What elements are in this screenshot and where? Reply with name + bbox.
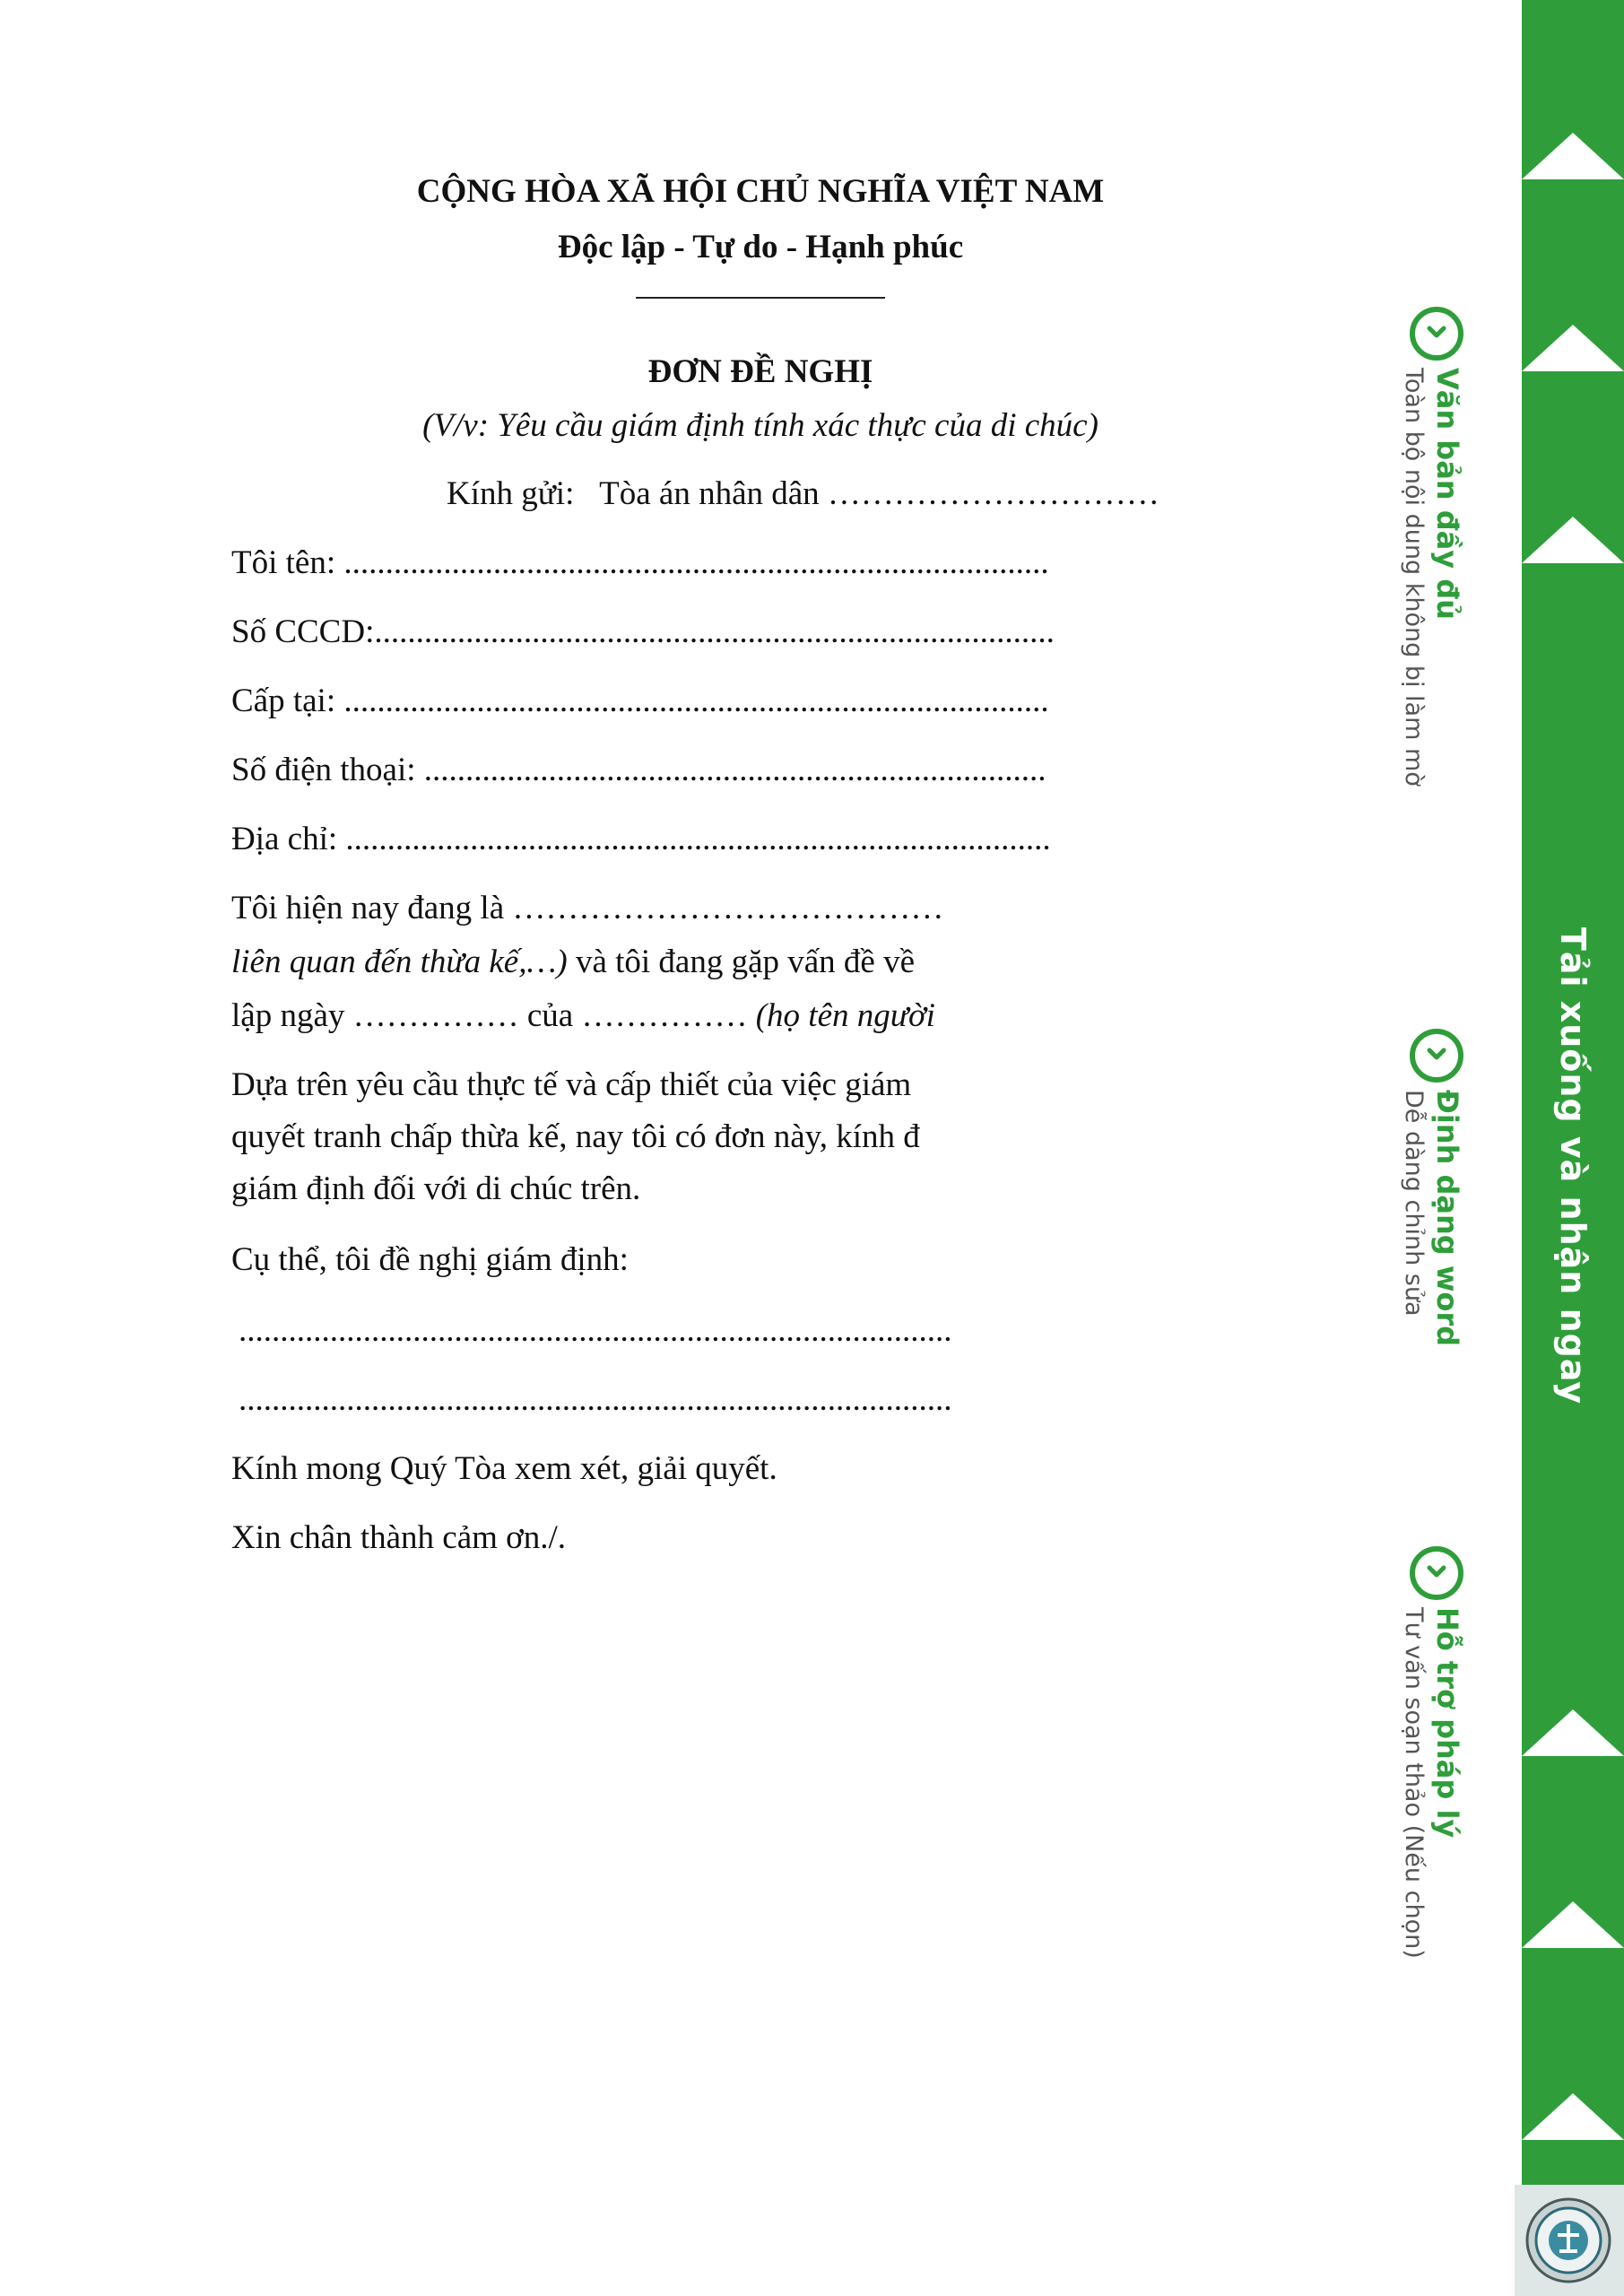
- field-address: Địa chỉ: .....................................................................................: [231, 821, 1051, 857]
- status-person-text: (họ tên người: [755, 997, 935, 1034]
- recipient-label: Kính gửi:: [447, 475, 575, 512]
- feature-description: Toàn bộ nội dung không bị làm mờ: [1400, 368, 1428, 787]
- form-subtitle: (V/v: Yêu cầu giám định tính xác thực của di chúc): [422, 407, 1099, 444]
- status-italic-text: liên quan đến thừa kế,…): [231, 944, 568, 980]
- status-date-text: lập ngày …………… của ……………: [231, 997, 756, 1034]
- chevron-up-icon: [1522, 1693, 1624, 1756]
- law-firm-seal-icon: [1525, 2197, 1611, 2283]
- chevron-up-icon: [1522, 117, 1624, 179]
- closing-line-1: Kính mong Quý Tòa xem xét, giải quyết.: [231, 1450, 777, 1487]
- request-line-2: quyết tranh chấp thừa kế, nay tôi có đơn này, kính đ: [231, 1118, 920, 1155]
- download-banner[interactable]: [1522, 0, 1624, 2296]
- request-line-1: Dựa trên yêu cầu thực tế và cấp thiết của việc giám: [231, 1066, 912, 1103]
- nation-header: CỘNG HÒA XÃ HỘI CHỦ NGHĨA VIỆT NAM: [416, 173, 1105, 210]
- specific-label: Cụ thể, tôi đề nghị giám định:: [231, 1241, 629, 1278]
- field-issued-at: Cấp tại: .....................................................................................: [231, 683, 1049, 719]
- closing-line-2: Xin chân thành cảm ơn./.: [231, 1519, 567, 1556]
- status-line-3: [231, 990, 935, 1042]
- form-title: ĐƠN ĐỀ NGHỊ: [647, 353, 873, 390]
- motto-underline: [636, 297, 885, 299]
- feature-description: Dễ dàng chỉnh sửa: [1400, 1090, 1428, 1317]
- field-id-number: Số CCCD:..................................................................................: [231, 613, 1055, 650]
- chevron-up-icon: [1522, 2077, 1624, 2140]
- download-label: Tải xuống và nhận ngay: [1553, 926, 1593, 1405]
- request-line-3: giám định đối với di chúc trên.: [231, 1170, 641, 1207]
- dotted-line: ......................................................................................: [239, 1381, 952, 1418]
- status-line-1: Tôi hiện nay đang là …………………………………: [231, 890, 944, 926]
- recipient-value: Tòa án nhân dân …………………………: [599, 475, 1159, 512]
- feature-description: Tư vấn soạn thảo (Nếu chọn): [1400, 1607, 1428, 1959]
- chevron-up-icon: [1522, 309, 1624, 371]
- check-circle-icon: [1408, 1544, 1465, 1602]
- logo-container: [1515, 2185, 1624, 2296]
- check-circle-icon: [1408, 305, 1465, 362]
- dotted-line: ......................................................................................: [239, 1312, 952, 1349]
- motto: Độc lập - Tự do - Hạnh phúc: [557, 229, 964, 265]
- chevron-up-icon: [1522, 500, 1624, 563]
- recipient-line: [447, 468, 1159, 520]
- check-circle-icon: [1408, 1027, 1465, 1084]
- status-normal-text: và tôi đang gặp vấn đề về: [567, 944, 916, 980]
- status-line-2: [231, 936, 915, 988]
- feature-title: Văn bản đầy đủ: [1430, 368, 1464, 620]
- field-name: Tôi tên: .....................................................................................: [231, 544, 1049, 581]
- field-phone: Số điện thoại: ...........................................................................: [231, 752, 1046, 788]
- chevron-up-icon: [1522, 1885, 1624, 1948]
- feature-title: Hỗ trợ pháp lý: [1430, 1607, 1464, 1839]
- feature-title: Định dạng word: [1430, 1090, 1464, 1347]
